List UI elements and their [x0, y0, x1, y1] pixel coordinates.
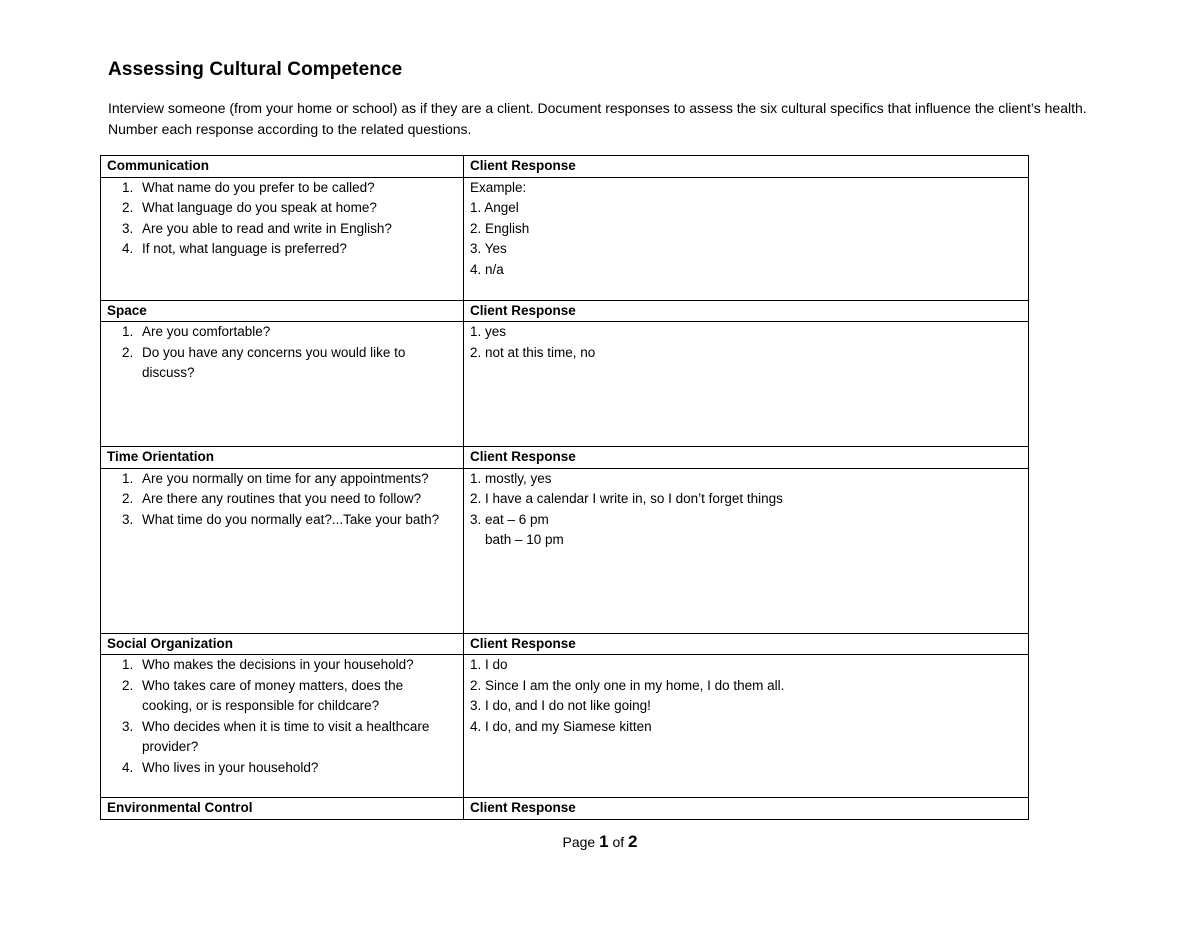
section-heading: Social Organization — [101, 633, 464, 655]
question-list — [107, 469, 457, 531]
question-item: 2. What language do you speak at home? — [137, 198, 457, 219]
response-line: 2. Since I am the only one in my home, I do them all. — [470, 677, 785, 693]
question-list — [107, 178, 457, 260]
response-heading: Client Response — [464, 156, 1029, 178]
response-heading: Client Response — [464, 633, 1029, 655]
question-item: 1. What name do you prefer to be called? — [137, 178, 457, 199]
response-heading: Client Response — [464, 300, 1029, 322]
of-label: of — [612, 834, 625, 850]
section-heading: Environmental Control — [101, 798, 464, 820]
response-cell — [464, 322, 1029, 447]
section-body-social-organization — [101, 655, 1029, 798]
response-line: 3. eat – 6 pm — [470, 511, 549, 527]
response-heading: Client Response — [464, 447, 1029, 469]
section-heading: Time Orientation — [101, 447, 464, 469]
response-line: Example: — [470, 179, 527, 195]
question-item: 4. Who lives in your household? — [137, 758, 457, 779]
response-line: 4. n/a — [470, 261, 504, 277]
questions-cell — [101, 322, 464, 447]
response-line: 1. mostly, yes — [470, 470, 552, 486]
assessment-table — [100, 155, 1029, 820]
questions-cell — [101, 468, 464, 633]
response-line: 2. I have a calendar I write in, so I don’t forget things — [470, 491, 783, 506]
section-header-environmental-control — [101, 798, 1029, 820]
response-heading: Client Response — [464, 798, 1029, 820]
question-item: 2. Are there any routines that you need to follow? — [137, 489, 457, 510]
question-item: 1. Who makes the decisions in your household? — [137, 655, 457, 676]
section-heading: Space — [101, 300, 464, 322]
response-line: 1. I do — [470, 657, 508, 672]
response-line: 1. yes — [470, 324, 507, 339]
question-list — [107, 322, 457, 384]
question-item: 4. If not, what language is preferred? — [137, 239, 457, 260]
questions-cell — [101, 177, 464, 300]
question-item: 3. Are you able to read and write in English? — [137, 219, 457, 240]
response-cell — [464, 177, 1029, 300]
response-cell — [464, 655, 1029, 798]
question-list — [107, 655, 457, 778]
response-line: 3. Yes — [470, 241, 507, 256]
page-footer — [0, 832, 1200, 852]
response-line: 1. Angel — [470, 200, 519, 215]
response-cell — [464, 468, 1029, 633]
page-label: Page — [562, 834, 596, 850]
response-line: 3. I do, and I do not like going! — [470, 698, 651, 713]
question-item: 3. Who decides when it is time to visit a healthcare provider? — [137, 717, 457, 758]
question-item: 3. What time do you normally eat?...Take your bath? — [137, 510, 457, 531]
question-item: 1. Are you normally on time for any appointments? — [137, 469, 457, 490]
section-header-social-organization — [101, 633, 1029, 655]
section-header-space — [101, 300, 1029, 322]
response-line: bath – 10 pm — [470, 532, 564, 547]
section-body-space — [101, 322, 1029, 447]
section-header-time-orientation — [101, 447, 1029, 469]
section-header-communication — [101, 156, 1029, 178]
response-line: 2. not at this time, no — [470, 344, 596, 360]
question-item: 2. Do you have any concerns you would like to discuss? — [137, 343, 457, 384]
document-title: Assessing Cultural Competence — [108, 59, 403, 80]
section-heading: Communication — [101, 156, 464, 178]
question-item: 1. Are you comfortable? — [137, 322, 457, 343]
question-item: 2. Who takes care of money matters, does the cooking, or is responsible for childcare? — [137, 676, 457, 717]
section-body-communication — [101, 177, 1029, 300]
response-line: 2. English — [470, 220, 530, 236]
instructions-paragraph: Interview someone (from your home or school) as if they are a client. Document responses to assess the six cultural specifics that influence the client’s health. Number each response according to the related questions. — [108, 100, 1087, 137]
response-line: 4. I do, and my Siamese kitten — [470, 718, 652, 734]
questions-cell — [101, 655, 464, 798]
page-number: 1 — [599, 832, 609, 851]
page-total: 2 — [628, 832, 638, 851]
section-body-time-orientation — [101, 468, 1029, 633]
